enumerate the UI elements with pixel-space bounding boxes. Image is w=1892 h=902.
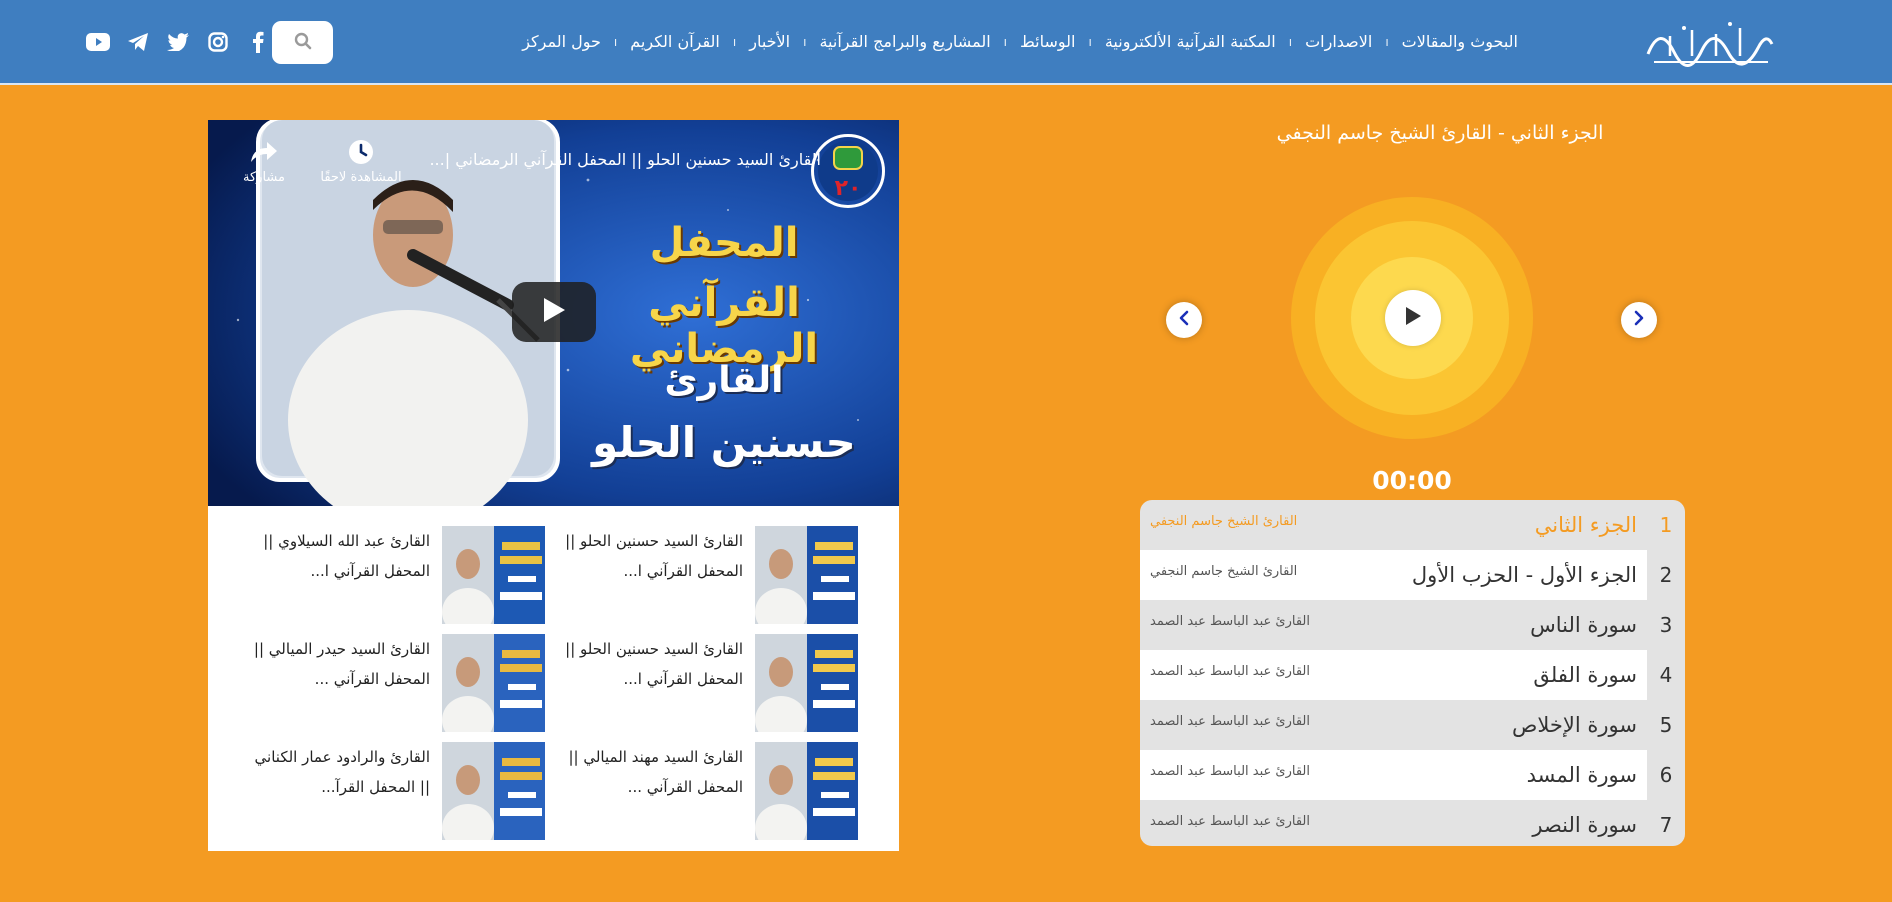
track-name: سورة الإخلاص — [1512, 713, 1637, 737]
track-reciter: القارئ عبد الباسط عبد الصمد — [1150, 664, 1310, 679]
video-item-line2: المحفل القرآني ا... — [623, 562, 743, 580]
play-button[interactable] — [512, 282, 596, 342]
track-number: 6 — [1647, 750, 1685, 800]
video-title[interactable]: القارئ السيد حسنين الحلو || المحفل القرآني الرمضاني |... — [429, 150, 821, 169]
playlist-row[interactable] — [1140, 550, 1685, 600]
audio-play-button[interactable] — [1385, 290, 1441, 346]
related-video-item[interactable] — [553, 526, 858, 624]
video-thumb[interactable] — [442, 526, 545, 624]
track-info — [1140, 550, 1647, 600]
track-info — [1140, 700, 1647, 750]
audio-playlist — [1140, 500, 1685, 846]
video-item-line2: المحفل القرآني ... — [314, 670, 430, 688]
track-reciter: القارئ عبد الباسط عبد الصمد — [1150, 714, 1310, 729]
track-name: الجزء الأول - الحزب الأول — [1411, 563, 1637, 587]
track-reciter: القارئ عبد الباسط عبد الصمد — [1150, 764, 1310, 779]
related-video-item[interactable] — [553, 634, 858, 732]
video-item-title[interactable] — [553, 526, 743, 624]
share-label: مشاركة — [243, 170, 285, 185]
chevron-left-icon — [1177, 310, 1191, 330]
nav-news[interactable]: الأخبار — [749, 32, 791, 51]
instagram-icon[interactable] — [206, 30, 230, 54]
social-links — [86, 30, 270, 54]
playlist-row[interactable] — [1140, 600, 1685, 650]
nav-separator: ı — [1288, 34, 1293, 49]
related-video-item[interactable] — [240, 742, 545, 840]
watch-later-button[interactable] — [316, 138, 406, 185]
year-badge — [811, 134, 885, 208]
share-icon — [249, 155, 279, 170]
nav-quran[interactable]: القرآن الكريم — [630, 32, 720, 51]
youtube-icon[interactable] — [86, 30, 110, 54]
video-item-line1: القارئ عبد الله السيلاوي || — [263, 532, 430, 550]
track-number: 2 — [1647, 550, 1685, 600]
facebook-icon[interactable] — [246, 30, 270, 54]
track-info — [1140, 650, 1647, 700]
video-thumb[interactable] — [755, 634, 858, 732]
track-reciter: القارئ الشيخ جاسم النجفي — [1150, 514, 1298, 529]
video-item-title[interactable] — [240, 742, 430, 840]
chevron-right-icon — [1632, 310, 1646, 330]
twitter-icon[interactable] — [166, 30, 190, 54]
track-number: 7 — [1647, 800, 1685, 846]
video-thumb[interactable] — [442, 742, 545, 840]
track-name: سورة الفلق — [1533, 663, 1637, 687]
video-item-line2: المحفل القرآني ا... — [623, 670, 743, 688]
track-number: 5 — [1647, 700, 1685, 750]
next-track-button[interactable] — [1621, 302, 1657, 338]
video-player[interactable] — [208, 120, 899, 506]
playlist-row[interactable] — [1140, 750, 1685, 800]
poster-line-2: القرآني الرمضاني — [629, 280, 819, 372]
related-videos-grid — [208, 506, 899, 851]
audio-disc — [1291, 197, 1533, 439]
nav-separator: ı — [613, 34, 618, 49]
search-button[interactable] — [272, 21, 333, 64]
video-item-line1: القارئ السيد مهند الميالي || — [568, 748, 743, 766]
video-thumb[interactable] — [755, 742, 858, 840]
poster-line-1: المحفل — [649, 220, 799, 266]
track-info — [1140, 800, 1647, 846]
playlist-row[interactable] — [1140, 650, 1685, 700]
video-item-line1: القارئ السيد حيدر الميالي || — [253, 640, 430, 658]
video-item-line2: المحفل القرآني ا... — [310, 562, 430, 580]
playlist-row[interactable] — [1140, 700, 1685, 750]
related-video-item[interactable] — [240, 526, 545, 624]
playlist-row[interactable] — [1140, 800, 1685, 846]
clock-icon — [347, 155, 375, 170]
nav-library[interactable]: المكتبة القرآنية الألكترونية — [1104, 32, 1276, 51]
nav-separator: ı — [1003, 34, 1007, 49]
track-reciter: القارئ الشيخ جاسم النجفي — [1150, 564, 1298, 579]
nav-separator: ı — [803, 34, 807, 49]
video-thumb[interactable] — [755, 526, 858, 624]
video-item-title[interactable] — [240, 526, 430, 624]
track-info — [1140, 750, 1647, 800]
nav-separator: ı — [1088, 34, 1092, 49]
track-info — [1140, 600, 1647, 650]
nav-separator: ı — [1385, 34, 1389, 49]
track-name: سورة الناس — [1530, 613, 1637, 637]
track-name: سورة النصر — [1532, 813, 1637, 837]
poster-line-4: حسنين الحلو — [592, 418, 856, 467]
video-item-title[interactable] — [553, 742, 743, 840]
video-item-title[interactable] — [553, 634, 743, 732]
prev-track-button[interactable] — [1166, 302, 1202, 338]
share-button[interactable] — [236, 140, 292, 185]
telegram-icon[interactable] — [126, 30, 150, 54]
playlist-row[interactable] — [1140, 500, 1685, 550]
site-header — [0, 0, 1892, 85]
track-reciter: القارئ عبد الباسط عبد الصمد — [1150, 814, 1310, 829]
play-icon — [541, 296, 567, 328]
track-name: الجزء الثاني — [1534, 513, 1637, 537]
nav-separator: ı — [732, 34, 737, 49]
track-number: 3 — [1647, 600, 1685, 650]
play-icon — [1404, 306, 1422, 330]
related-video-item[interactable] — [553, 742, 858, 840]
nav-about[interactable]: حول المركز — [522, 32, 601, 51]
now-playing-title: الجزء الثاني - القارئ الشيخ جاسم النجفي — [1276, 122, 1604, 144]
video-item-line2: || المحفل القرآ... — [321, 778, 430, 796]
audio-timer: 00:00 — [1372, 466, 1452, 495]
search-icon — [294, 32, 312, 54]
related-video-item[interactable] — [240, 634, 545, 732]
badge-number: ٢٠ — [834, 176, 862, 201]
video-thumb[interactable] — [442, 634, 545, 732]
track-number: 1 — [1647, 500, 1685, 550]
track-name: سورة المسد — [1526, 763, 1637, 787]
poster-line-3: القارئ — [664, 360, 784, 401]
video-item-title[interactable] — [240, 634, 430, 732]
nav-publications[interactable]: الاصدارات — [1305, 32, 1373, 51]
video-item-line1: القارئ السيد حسنين الحلو || — [565, 532, 743, 550]
video-item-line1: القارئ السيد حسنين الحلو || — [565, 640, 743, 658]
video-item-line1: القارئ والرادود عمار الكناني — [254, 748, 430, 766]
main-nav — [522, 32, 1518, 51]
video-item-line2: المحفل القرآني ... — [627, 778, 743, 796]
track-number: 4 — [1647, 650, 1685, 700]
track-reciter: القارئ عبد الباسط عبد الصمد — [1150, 614, 1310, 629]
nav-research[interactable]: البحوث والمقالات — [1401, 32, 1518, 51]
nav-projects[interactable]: المشاريع والبرامج القرآنية — [819, 32, 991, 51]
nav-media[interactable]: الوسائط — [1019, 32, 1076, 51]
site-logo[interactable] — [1640, 14, 1776, 70]
track-info — [1140, 500, 1647, 550]
watch-later-label: المشاهدة لاحقًا — [320, 170, 402, 185]
